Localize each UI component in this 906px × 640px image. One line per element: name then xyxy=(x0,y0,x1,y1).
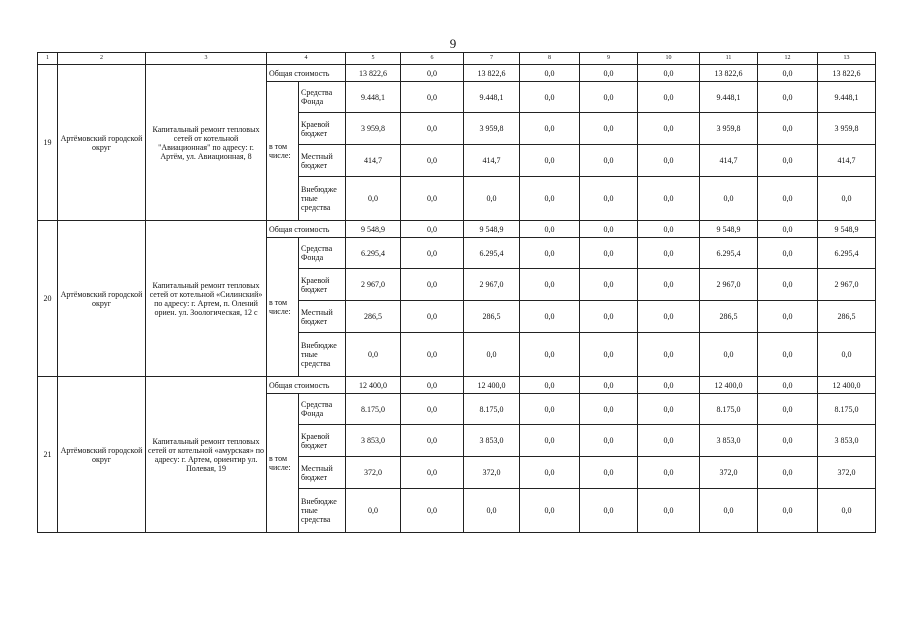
total-value-cell: 0,0 xyxy=(401,65,464,82)
funding-value-cell: 0,0 xyxy=(580,489,638,533)
funding-value-cell: 0,0 xyxy=(638,301,700,333)
funding-value-cell: 0,0 xyxy=(818,333,876,377)
included-label: в том числе: xyxy=(267,394,299,533)
funding-value-cell: 6.295,4 xyxy=(700,238,758,269)
funding-value-cell: 0,0 xyxy=(520,457,580,489)
funding-value-cell: 3 853,0 xyxy=(464,425,520,457)
funding-value-cell: 0,0 xyxy=(401,394,464,425)
funding-source-label: Средства Фонда xyxy=(299,394,346,425)
total-value-cell: 12 400,0 xyxy=(346,377,401,394)
funding-value-cell: 9.448,1 xyxy=(464,82,520,113)
project-index: 20 xyxy=(38,221,58,377)
total-value-cell: 0,0 xyxy=(520,221,580,238)
funding-value-cell: 3 959,8 xyxy=(346,113,401,145)
total-label: Общая стоимость xyxy=(267,65,346,82)
funding-value-cell: 414,7 xyxy=(818,145,876,177)
funding-value-cell: 286,5 xyxy=(818,301,876,333)
total-value-cell: 0,0 xyxy=(580,377,638,394)
funding-value-cell: 0,0 xyxy=(346,177,401,221)
funding-value-cell: 0,0 xyxy=(580,269,638,301)
funding-value-cell: 0,0 xyxy=(638,113,700,145)
header-cell: 2 xyxy=(58,53,146,65)
funding-value-cell: 0,0 xyxy=(758,238,818,269)
header-row xyxy=(38,53,876,65)
funding-value-cell: 6.295,4 xyxy=(346,238,401,269)
project-total-row xyxy=(38,65,876,82)
funding-value-cell: 0,0 xyxy=(401,177,464,221)
funding-value-cell: 0,0 xyxy=(520,425,580,457)
funding-value-cell: 0,0 xyxy=(520,238,580,269)
total-value-cell: 0,0 xyxy=(638,65,700,82)
funding-value-cell: 372,0 xyxy=(818,457,876,489)
funding-value-cell: 0,0 xyxy=(638,177,700,221)
funding-value-cell: 9.448,1 xyxy=(818,82,876,113)
funding-value-cell: 0,0 xyxy=(464,333,520,377)
funding-value-cell: 0,0 xyxy=(638,269,700,301)
total-value-cell: 13 822,6 xyxy=(464,65,520,82)
header-cell: 6 xyxy=(401,53,464,65)
funding-value-cell: 3 959,8 xyxy=(700,113,758,145)
funding-value-cell: 0,0 xyxy=(638,425,700,457)
header-cell: 8 xyxy=(520,53,580,65)
funding-value-cell: 0,0 xyxy=(580,457,638,489)
funding-value-cell: 0,0 xyxy=(401,489,464,533)
total-value-cell: 0,0 xyxy=(758,377,818,394)
funding-source-label: Местный бюджет xyxy=(299,301,346,333)
funding-value-cell: 0,0 xyxy=(580,394,638,425)
funding-value-cell: 0,0 xyxy=(520,177,580,221)
funding-value-cell: 9.448,1 xyxy=(700,82,758,113)
funding-value-cell: 8.175,0 xyxy=(818,394,876,425)
funding-source-label: Краевой бюджет xyxy=(299,269,346,301)
total-value-cell: 12 400,0 xyxy=(700,377,758,394)
total-value-cell: 0,0 xyxy=(580,65,638,82)
funding-value-cell: 0,0 xyxy=(520,113,580,145)
total-value-cell: 12 400,0 xyxy=(818,377,876,394)
funding-source-label: Краевой бюджет xyxy=(299,425,346,457)
project-region: Артёмовский городской округ xyxy=(58,377,146,533)
total-value-cell: 12 400,0 xyxy=(464,377,520,394)
funding-source-label: Средства Фонда xyxy=(299,82,346,113)
funding-value-cell: 286,5 xyxy=(464,301,520,333)
funding-value-cell: 8.175,0 xyxy=(464,394,520,425)
funding-value-cell: 372,0 xyxy=(346,457,401,489)
funding-value-cell: 0,0 xyxy=(758,425,818,457)
funding-value-cell: 0,0 xyxy=(758,113,818,145)
funding-source-label: Внебюдже тные средства xyxy=(299,489,346,533)
project-object: Капитальный ремонт тепловых сетей от котельной "Авиационная" по адресу: г. Артём, ул. Авиационная, 8 xyxy=(146,65,267,221)
total-value-cell: 9 548,9 xyxy=(464,221,520,238)
total-value-cell: 0,0 xyxy=(580,221,638,238)
funding-value-cell: 3 959,8 xyxy=(464,113,520,145)
funding-value-cell: 0,0 xyxy=(580,425,638,457)
funding-value-cell: 3 853,0 xyxy=(346,425,401,457)
funding-value-cell: 0,0 xyxy=(580,145,638,177)
header-cell: 11 xyxy=(700,53,758,65)
funding-value-cell: 0,0 xyxy=(638,82,700,113)
funding-value-cell: 0,0 xyxy=(401,238,464,269)
funding-value-cell: 0,0 xyxy=(520,394,580,425)
project-index: 21 xyxy=(38,377,58,533)
funding-value-cell: 0,0 xyxy=(700,333,758,377)
funding-value-cell: 0,0 xyxy=(758,457,818,489)
funding-value-cell: 0,0 xyxy=(346,489,401,533)
included-label: в том числе: xyxy=(267,82,299,221)
header-cell: 10 xyxy=(638,53,700,65)
total-label: Общая стоимость xyxy=(267,377,346,394)
header-cell: 12 xyxy=(758,53,818,65)
funding-value-cell: 0,0 xyxy=(401,425,464,457)
funding-value-cell: 0,0 xyxy=(401,82,464,113)
project-object: Капитальный ремонт тепловых сетей от котельной «Силинский» по адресу: г. Артем, п. Олений ориен. ул. Зоологическая, 12 с xyxy=(146,221,267,377)
funding-value-cell: 8.175,0 xyxy=(700,394,758,425)
funding-value-cell: 0,0 xyxy=(638,238,700,269)
funding-value-cell: 0,0 xyxy=(520,269,580,301)
funding-value-cell: 0,0 xyxy=(758,333,818,377)
funding-value-cell: 9.448,1 xyxy=(346,82,401,113)
funding-value-cell: 2 967,0 xyxy=(700,269,758,301)
funding-value-cell: 0,0 xyxy=(520,82,580,113)
funding-value-cell: 0,0 xyxy=(638,457,700,489)
funding-value-cell: 414,7 xyxy=(700,145,758,177)
funding-source-label: Краевой бюджет xyxy=(299,113,346,145)
header-cell: 3 xyxy=(146,53,267,65)
included-label: в том числе: xyxy=(267,238,299,377)
funding-value-cell: 0,0 xyxy=(401,145,464,177)
funding-value-cell: 414,7 xyxy=(346,145,401,177)
funding-value-cell: 0,0 xyxy=(638,394,700,425)
funding-source-label: Местный бюджет xyxy=(299,457,346,489)
total-value-cell: 0,0 xyxy=(638,377,700,394)
funding-value-cell: 0,0 xyxy=(638,145,700,177)
total-value-cell: 0,0 xyxy=(520,65,580,82)
funding-value-cell: 6.295,4 xyxy=(464,238,520,269)
funding-value-cell: 0,0 xyxy=(520,489,580,533)
funding-value-cell: 0,0 xyxy=(758,177,818,221)
total-value-cell: 0,0 xyxy=(758,221,818,238)
project-region: Артёмовский городской округ xyxy=(58,65,146,221)
funding-value-cell: 0,0 xyxy=(700,489,758,533)
funding-value-cell: 0,0 xyxy=(401,269,464,301)
funding-value-cell: 0,0 xyxy=(401,333,464,377)
funding-value-cell: 0,0 xyxy=(401,113,464,145)
project-total-row xyxy=(38,377,876,394)
funding-source-label: Внебюдже тные средства xyxy=(299,177,346,221)
funding-value-cell: 2 967,0 xyxy=(464,269,520,301)
funding-value-cell: 0,0 xyxy=(520,333,580,377)
total-value-cell: 13 822,6 xyxy=(700,65,758,82)
funding-value-cell: 0,0 xyxy=(580,113,638,145)
funding-value-cell: 3 853,0 xyxy=(700,425,758,457)
funding-value-cell: 0,0 xyxy=(818,177,876,221)
project-region: Артёмовский городской округ xyxy=(58,221,146,377)
total-value-cell: 13 822,6 xyxy=(346,65,401,82)
project-index: 19 xyxy=(38,65,58,221)
total-value-cell: 9 548,9 xyxy=(700,221,758,238)
funding-value-cell: 0,0 xyxy=(758,301,818,333)
header-cell: 1 xyxy=(38,53,58,65)
funding-value-cell: 2 967,0 xyxy=(346,269,401,301)
header-cell: 4 xyxy=(267,53,346,65)
funding-value-cell: 286,5 xyxy=(346,301,401,333)
funding-value-cell: 0,0 xyxy=(580,238,638,269)
total-value-cell: 0,0 xyxy=(638,221,700,238)
funding-value-cell: 372,0 xyxy=(464,457,520,489)
funding-value-cell: 0,0 xyxy=(580,333,638,377)
funding-value-cell: 0,0 xyxy=(638,489,700,533)
funding-value-cell: 0,0 xyxy=(758,82,818,113)
funding-value-cell: 0,0 xyxy=(464,489,520,533)
funding-value-cell: 0,0 xyxy=(401,457,464,489)
funding-value-cell: 0,0 xyxy=(758,145,818,177)
funding-value-cell: 0,0 xyxy=(758,489,818,533)
funding-value-cell: 0,0 xyxy=(638,333,700,377)
total-value-cell: 13 822,6 xyxy=(818,65,876,82)
funding-source-label: Внебюдже тные средства xyxy=(299,333,346,377)
funding-value-cell: 6.295,4 xyxy=(818,238,876,269)
funding-value-cell: 8.175,0 xyxy=(346,394,401,425)
funding-value-cell: 286,5 xyxy=(700,301,758,333)
funding-value-cell: 0,0 xyxy=(346,333,401,377)
funding-value-cell: 2 967,0 xyxy=(818,269,876,301)
funding-value-cell: 0,0 xyxy=(700,177,758,221)
funding-value-cell: 414,7 xyxy=(464,145,520,177)
funding-value-cell: 0,0 xyxy=(580,82,638,113)
page-number: 9 xyxy=(449,36,457,51)
project-object: Капитальный ремонт тепловых сетей от котельной «амурская» по адресу: г. Артем, ориентир ул. Полевая, 19 xyxy=(146,377,267,533)
funding-value-cell: 0,0 xyxy=(580,301,638,333)
funding-value-cell: 372,0 xyxy=(700,457,758,489)
header-cell: 13 xyxy=(818,53,876,65)
funding-value-cell: 0,0 xyxy=(520,145,580,177)
header-cell: 7 xyxy=(464,53,520,65)
funding-source-label: Средства Фонда xyxy=(299,238,346,269)
funding-value-cell: 0,0 xyxy=(464,177,520,221)
funding-source-label: Местный бюджет xyxy=(299,145,346,177)
funding-value-cell: 0,0 xyxy=(818,489,876,533)
funding-value-cell: 3 853,0 xyxy=(818,425,876,457)
budget-table xyxy=(37,52,876,533)
funding-value-cell: 0,0 xyxy=(520,301,580,333)
funding-value-cell: 0,0 xyxy=(758,394,818,425)
header-cell: 9 xyxy=(580,53,638,65)
total-label: Общая стоимость xyxy=(267,221,346,238)
total-value-cell: 0,0 xyxy=(758,65,818,82)
funding-value-cell: 0,0 xyxy=(401,301,464,333)
total-value-cell: 9 548,9 xyxy=(346,221,401,238)
funding-value-cell: 3 959,8 xyxy=(818,113,876,145)
header-cell: 5 xyxy=(346,53,401,65)
project-total-row xyxy=(38,221,876,238)
funding-value-cell: 0,0 xyxy=(580,177,638,221)
total-value-cell: 0,0 xyxy=(520,377,580,394)
total-value-cell: 0,0 xyxy=(401,221,464,238)
funding-value-cell: 0,0 xyxy=(758,269,818,301)
total-value-cell: 9 548,9 xyxy=(818,221,876,238)
total-value-cell: 0,0 xyxy=(401,377,464,394)
